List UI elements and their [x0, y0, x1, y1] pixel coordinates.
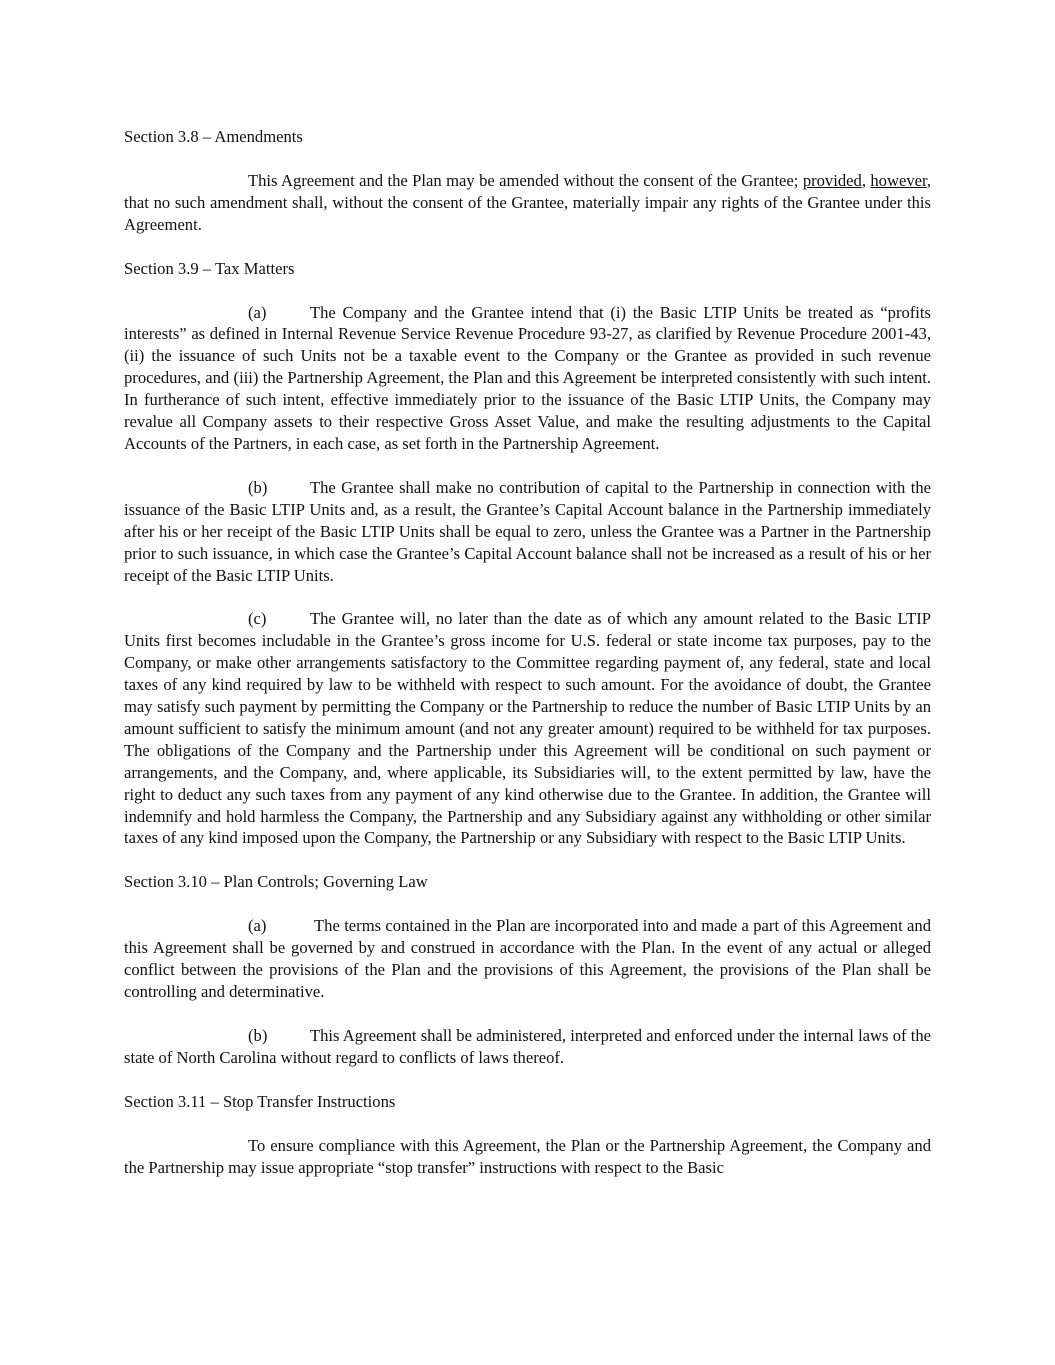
subsection-label: (a) — [248, 302, 267, 322]
section-3-9-a-paragraph — [124, 302, 931, 455]
provided-term: provided — [802, 170, 862, 190]
text-run: This Agreement and the Plan may be amended without the consent of the Grantee; — [248, 170, 803, 190]
section-3-8-paragraph — [124, 170, 931, 236]
paragraph-text: The Company and the Grantee intend that (i) the Basic LTIP Units be treated as “profits interests” as defined in Internal Revenue Service Revenue Procedure 93-27, as clarified by Revenue Procedure 2001-43, (ii) the issuance of such Units not be a taxable event to the Company or the Grantee as provided in such revenue procedures, and (iii) the Partnership Agreement, the Plan and this Agreement be interpreted consistently with such intent. In furtherance of such intent, effective immediately prior to the issuance of the Basic LTIP Units, the Company may revalue all Company assets to their respective Gross Asset Value, and make the resulting adjustments to the Capital Accounts of the Partners, in each case, as set forth in the Partnership Agreement. — [124, 302, 931, 453]
text-run: , — [861, 170, 871, 190]
section-3-9-b-paragraph — [124, 477, 931, 587]
section-3-10-heading: Section 3.10 – Plan Controls; Governing Law — [124, 872, 428, 892]
text-run: , that no such amendment shall, without the consent of the Grantee, materially impair any rights of the Grantee under this Agreement. — [124, 170, 931, 234]
however-term: however — [870, 170, 927, 190]
subsection-label: (c) — [248, 609, 267, 629]
paragraph-text: The Grantee shall make no contribution of capital to the Partnership in connection with the issuance of the Basic LTIP Units and, as a result, the Grantee’s Capital Account balance in the Partnership immediately after his or her receipt of the Basic LTIP Units shall be equal to zero, unless the Grantee was a Partner in the Partnership prior to such issuance, in which case the Grantee’s Capital Account balance shall not be increased as a result of his or her receipt of the Basic LTIP Units. — [124, 477, 931, 585]
subsection-label: (b) — [248, 477, 268, 497]
paragraph-text: The Grantee will, no later than the date as of which any amount related to the Basic LTIP Units first becomes includable in the Grantee’s gross income for U.S. federal or state income tax purposes, pay to the Company, or make other arrangements satisfactory to the Committee regarding payment of, any federal, state and local taxes of any kind required by law to be withheld with respect to such amount. For the avoidance of doubt, the Grantee may satisfy such payment by permitting the Company or the Partnership to reduce the number of Basic LTIP Units by an amount sufficient to satisfy the minimum amount (and not any greater amount) required to be withheld for tax purposes. The obligations of the Company and the Partnership under this Agreement will be conditional on such payment or arrangements, and the Company, and, where applicable, its Subsidiaries will, to the extent permitted by law, have the right to deduct any such taxes from any payment of any kind otherwise due to the Grantee. In addition, the Grantee will indemnify and hold harmless the Company, the Partnership and any Subsidiary against any withholding or other similar taxes of any kind imposed upon the Company, the Partnership or any Subsidiary with respect to the Basic LTIP Units. — [124, 609, 931, 848]
section-3-11-heading: Section 3.11 – Stop Transfer Instructions — [124, 1091, 396, 1111]
section-3-9-heading: Section 3.9 – Tax Matters — [124, 258, 295, 278]
document-page — [124, 126, 931, 1200]
paragraph-text: The terms contained in the Plan are incorporated into and made a part of this Agreement and this Agreement shall be governed by and construed in accordance with the Plan. In the event of any actual or alleged conflict between the provisions of the Plan and the provisions of this Agreement, the provisions of the Plan shall be controlling and determinative. — [124, 916, 931, 1001]
section-3-8-heading: Section 3.8 – Amendments — [124, 127, 303, 146]
section-3-10-b-paragraph — [124, 1025, 931, 1069]
subsection-label: (a) — [248, 916, 267, 936]
section-3-9-c-paragraph — [124, 608, 931, 849]
subsection-label: (b) — [248, 1025, 268, 1045]
paragraph-text: This Agreement shall be administered, interpreted and enforced under the internal laws of the state of North Carolina without regard to conflicts of laws thereof. — [124, 1025, 931, 1067]
section-3-11-paragraph: To ensure compliance with this Agreement, the Plan or the Partnership Agreement, the Company and the Partnership may issue appropriate “stop transfer” instructions with respect to the Basic — [124, 1135, 931, 1177]
section-3-10-a-paragraph — [124, 915, 931, 1003]
